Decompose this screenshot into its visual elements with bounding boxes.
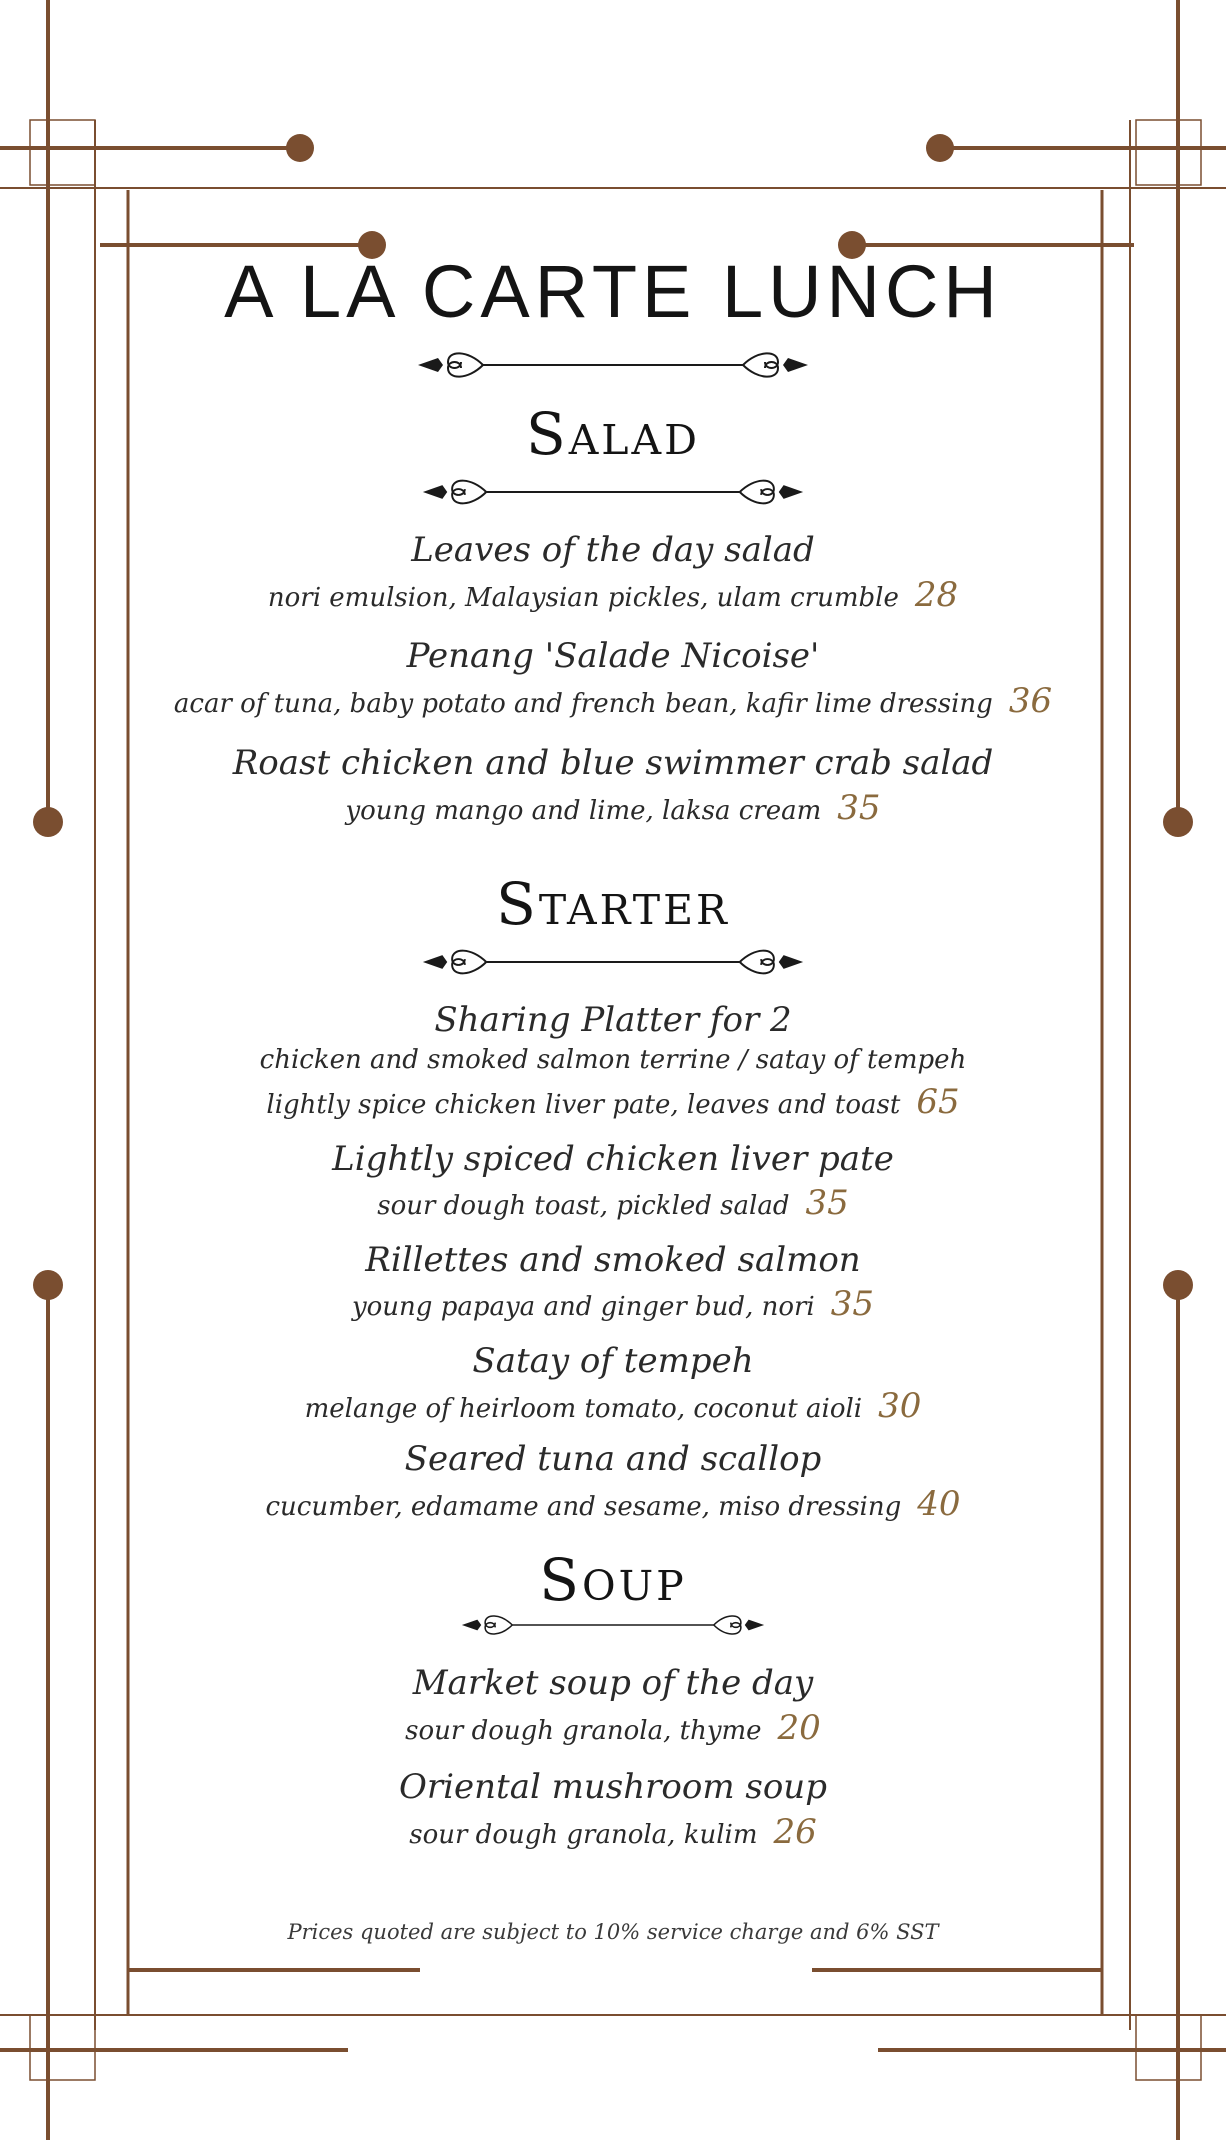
menu-item-price: 20 bbox=[777, 1708, 821, 1748]
menu-item-description: chicken and smoked salmon terrine / satay of tempeh bbox=[259, 1045, 967, 1075]
menu-item-price: 28 bbox=[914, 575, 959, 615]
menu-item-name: Oriental mushroom soup bbox=[399, 1767, 827, 1807]
menu-item-price: 36 bbox=[1008, 681, 1053, 721]
menu-item-description: melange of heirloom tomato, coconut aioli 30 bbox=[304, 1386, 922, 1426]
menu-item-name: Satay of tempeh bbox=[472, 1341, 754, 1381]
section-title-starter: Starter bbox=[496, 870, 730, 938]
menu-item-name: Lightly spiced chicken liver pate bbox=[332, 1139, 894, 1179]
flourish-divider-icon bbox=[0, 937, 1226, 987]
menu-item-name: Roast chicken and blue swimmer crab salad bbox=[232, 743, 994, 783]
footnote: Prices quoted are subject to 10% service charge and 6% SST bbox=[287, 1920, 939, 1944]
menu-item-description: sour dough granola, thyme 20 bbox=[405, 1708, 821, 1748]
menu-item-name: Market soup of the day bbox=[412, 1663, 814, 1703]
menu-item-name: Rillettes and smoked salmon bbox=[365, 1240, 861, 1280]
menu-item-price: 65 bbox=[916, 1082, 960, 1122]
menu-item-description: nori emulsion, Malaysian pickles, ulam crumble 28 bbox=[267, 575, 959, 615]
menu-item-description: sour dough granola, kulim 26 bbox=[409, 1812, 817, 1852]
menu-item-price: 30 bbox=[878, 1386, 922, 1426]
menu-item-name: Sharing Platter for 2 bbox=[434, 1000, 792, 1040]
menu-item-price: 40 bbox=[917, 1484, 961, 1524]
page-title: A LA CARTE LUNCH bbox=[224, 250, 1002, 333]
section-title-soup: Soup bbox=[539, 1546, 687, 1614]
menu-item-price: 26 bbox=[773, 1812, 817, 1852]
menu-item-price: 35 bbox=[830, 1284, 875, 1324]
menu-item-description: acar of tuna, baby potato and french bean, kafir lime dressing 36 bbox=[173, 681, 1053, 721]
section-title-salad: Salad bbox=[525, 400, 701, 468]
menu-item-description: sour dough toast, pickled salad 35 bbox=[377, 1183, 849, 1223]
flourish-divider-icon bbox=[0, 340, 1226, 390]
menu-item-price: 35 bbox=[837, 788, 881, 828]
flourish-divider-icon bbox=[0, 1600, 1226, 1650]
menu-item-name: Penang 'Salade Nicoise' bbox=[406, 636, 820, 676]
menu-item-name: Seared tuna and scallop bbox=[404, 1439, 822, 1479]
menu-item-price: 35 bbox=[805, 1183, 849, 1223]
menu-item-description: young papaya and ginger bud, nori 35 bbox=[351, 1284, 875, 1324]
menu-item-description: cucumber, edamame and sesame, miso dressing 40 bbox=[265, 1484, 961, 1524]
menu-item-name: Leaves of the day salad bbox=[411, 530, 815, 570]
menu-item-description: lightly spice chicken liver pate, leaves and toast 65 bbox=[266, 1082, 960, 1122]
menu-item-description: young mango and lime, laksa cream 35 bbox=[345, 788, 881, 828]
flourish-divider-icon bbox=[0, 467, 1226, 517]
